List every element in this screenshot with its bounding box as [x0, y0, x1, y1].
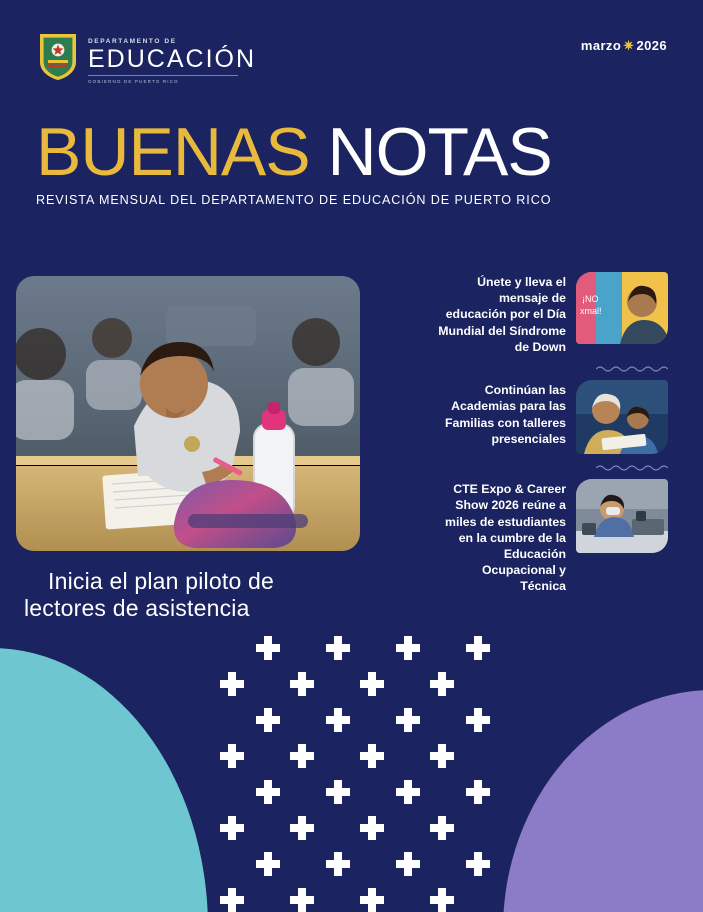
cross-icon — [220, 672, 244, 696]
magazine-title-word-1: BUENAS — [36, 114, 310, 190]
svg-text:xmal!: xmal! — [580, 306, 602, 316]
issue-month: marzo — [580, 38, 622, 53]
hero-caption-line-1: Inicia el plan piloto de — [48, 568, 275, 594]
highlight-text: Continúan las Academias para las Familias con talleres presenciales — [445, 383, 566, 446]
highlight-thumbnail[interactable] — [576, 380, 668, 454]
cross-icon — [220, 888, 244, 912]
magazine-title-word-2: NOTAS — [327, 114, 552, 190]
highlight-item[interactable] — [368, 479, 668, 595]
issue-year: 2026 — [636, 38, 667, 53]
cross-icon — [360, 888, 384, 912]
cross-icon — [396, 780, 420, 804]
cross-icon — [256, 852, 280, 876]
cross-icon — [360, 744, 384, 768]
cross-icon — [360, 816, 384, 840]
cover-header — [0, 0, 703, 110]
cross-icon — [256, 708, 280, 732]
teal-quarter-circle-decoration — [0, 648, 208, 912]
cross-icon — [326, 852, 350, 876]
cross-icon — [396, 636, 420, 660]
cross-icon — [360, 672, 384, 696]
highlight-text: Únete y lleva el mensaje de educación por el Día Mundial del Síndrome de Down — [438, 275, 566, 354]
logo-government-line: GOBIERNO DE PUERTO RICO — [88, 79, 179, 85]
wave-divider-icon — [596, 365, 668, 372]
cross-icon — [396, 852, 420, 876]
cross-icon — [326, 636, 350, 660]
cross-icon — [290, 816, 314, 840]
cross-icon — [396, 708, 420, 732]
masthead — [36, 114, 552, 207]
cross-icon — [430, 888, 454, 912]
cross-icon — [466, 708, 490, 732]
cross-icon — [290, 888, 314, 912]
puerto-rico-coat-of-arms-icon — [36, 30, 80, 82]
cross-icon — [466, 636, 490, 660]
cross-icon — [290, 672, 314, 696]
cross-icon — [256, 636, 280, 660]
hero-caption-line-2: lectores de asistencia — [24, 595, 250, 622]
cross-icon — [430, 744, 454, 768]
star-icon: ✷ — [623, 38, 635, 53]
cross-icon — [326, 780, 350, 804]
cross-icon — [220, 816, 244, 840]
logo-main-text: EDUCACIÓN — [88, 45, 257, 73]
highlight-item[interactable] — [368, 380, 668, 454]
wave-divider-icon — [596, 464, 668, 471]
logo-divider — [88, 75, 238, 76]
cross-icon — [430, 816, 454, 840]
cross-icon — [466, 852, 490, 876]
issue-date — [581, 38, 667, 54]
highlight-text: CTE Expo & Career Show 2026 reúne a miles de estudiantes en la cumbre de la Educación Ocupacional y Técnica — [445, 482, 566, 594]
cross-icon — [326, 708, 350, 732]
cross-icon — [220, 744, 244, 768]
svg-text:¡NO: ¡NO — [582, 294, 599, 304]
magazine-subtitle: REVISTA MENSUAL DEL DEPARTAMENTO DE EDUCACIÓN DE PUERTO RICO — [36, 192, 552, 207]
logo-department-line: DEPARTAMENTO DE — [88, 38, 177, 45]
cross-icon — [430, 672, 454, 696]
magazine-title — [36, 114, 552, 190]
logo-wordmark — [88, 30, 256, 84]
hero-photo — [16, 276, 360, 551]
purple-quarter-circle-decoration — [503, 690, 703, 912]
cross-pattern-decoration — [200, 636, 510, 912]
highlight-thumbnail[interactable] — [576, 479, 668, 553]
hero-caption — [24, 568, 354, 622]
highlight-thumbnail[interactable] — [576, 272, 668, 344]
highlights-column — [368, 272, 668, 599]
department-logo — [36, 30, 256, 84]
cross-icon — [256, 780, 280, 804]
highlight-item[interactable] — [368, 272, 668, 355]
cross-icon — [466, 780, 490, 804]
cross-icon — [290, 744, 314, 768]
